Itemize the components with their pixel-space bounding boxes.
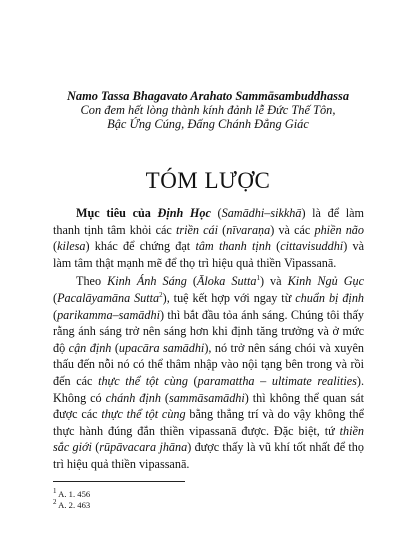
footnote-ref-1[interactable]: 1 — [256, 274, 260, 283]
text-run: ), tuệ kết hợp với ngay từ — [162, 290, 296, 305]
body-text — [53, 205, 364, 475]
text-run: ) thì không thể quan sát được các — [53, 390, 364, 422]
viet-term: thiền sắc giới — [53, 423, 364, 455]
viet-term: cận định — [68, 340, 112, 355]
viet-term: phiền não — [314, 222, 364, 237]
viet-term: chuẩn bị định — [295, 290, 365, 305]
footnote-1 — [53, 489, 253, 500]
pali-term: rūpāvacara jhāna — [99, 440, 188, 455]
pali-term: paramattha – ultimate realities — [197, 373, 357, 388]
pali-term: Āloka Sutta — [196, 274, 257, 289]
text-run: ( — [53, 307, 58, 322]
viet-term: thực thể tột cùng — [98, 373, 188, 388]
text-run: ) và các — [270, 222, 315, 237]
text-run: ), nó trở nên sáng chói và xuyên thấu đến nỗi nó có thể thâm nhập vào nội tạng bên trong và rồi đến các — [53, 340, 364, 388]
footnote-text: A. 2. 463 — [56, 499, 91, 510]
invocation-block — [50, 89, 366, 132]
paragraph-2 — [53, 273, 364, 472]
text-run: ( — [53, 239, 58, 254]
text-run: ) được thấy là vũ khí tốt nhất để thọ trì hiệu quả thiền vipassanā. — [53, 440, 364, 471]
text-run: ( — [270, 239, 281, 254]
vietnamese-invocation-line-2: Bậc Ứng Cúng, Đấng Chánh Đẳng Giác — [107, 117, 309, 132]
text-run: ( — [53, 290, 58, 305]
footnote-divider — [53, 481, 185, 482]
vietnamese-invocation-line-1: Con đem hết lòng thành kính đảnh lễ Đức Thế Tôn, — [80, 103, 336, 118]
text-run: ) và làm tâm thật mạnh mẽ để thọ trì hiệu quả thiền Vipassanā. — [53, 239, 364, 270]
pali-invocation: Namo Tassa Bhagavato Arahato Sammāsambuddhassa — [66, 89, 350, 103]
text-run: ) là để làm thanh tịnh tâm khỏi các — [53, 206, 365, 237]
viet-term: triền cái — [175, 222, 219, 237]
bold-lead: Mục tiêu của — [76, 206, 158, 220]
text-run: ) và — [259, 274, 288, 289]
sutta-title: Kinh Ngủ Gục — [287, 274, 364, 289]
pali-term: nīvaraṇa — [226, 222, 271, 237]
footnote-2 — [53, 497, 253, 511]
paragraph-1 — [53, 205, 364, 271]
pali-term: upacāra samādhi — [118, 340, 205, 355]
pali-term: sammāsamādhi — [168, 390, 245, 405]
text-run: Theo — [76, 274, 108, 289]
text-run: ( — [186, 274, 197, 289]
text-run: ) khác để chứng đạt — [85, 239, 196, 254]
text-run: ). Không có — [53, 373, 365, 405]
viet-term: thực thể tột cùng — [101, 407, 186, 422]
text-run: ( — [91, 440, 100, 455]
pali-term: Samādhi–sikkhā — [221, 206, 302, 220]
pali-term: kilesa — [57, 239, 86, 254]
text-run: ) thì bắt đầu tỏa ánh sáng. Chúng tôi thấy rằng ánh sáng trở nên sáng hơn khi định tăng trưởng và ở mức độ — [53, 307, 364, 355]
footnote-ref-2[interactable]: 2 — [159, 290, 163, 299]
text-run: ( — [160, 390, 169, 405]
text-run: ( — [218, 222, 227, 237]
viet-term: tâm thanh tịnh — [195, 239, 271, 254]
pali-term: Pacalāyamāna Sutta — [57, 290, 160, 305]
pali-term: parikamma–samādhi — [57, 307, 160, 322]
pali-term: cittavisuddhi — [280, 239, 344, 254]
footnote-mark: 1 — [53, 487, 57, 496]
text-run: ( — [187, 373, 198, 388]
sutta-title: Kinh Ánh Sáng — [107, 274, 187, 289]
footnote-text: A. 1. 456 — [56, 489, 91, 499]
text-run: ( — [111, 340, 119, 355]
text-run: bằng thẳng trí và do vậy không thể thực hành đúng đắn thiền vipassanā được. Đặc biệt, tứ — [53, 407, 365, 438]
page-title: TÓM LƯỢC — [145, 168, 271, 193]
text-run: ( — [210, 206, 222, 220]
bold-italic-term: Định Học — [157, 206, 211, 220]
footnote-mark: 2 — [53, 497, 57, 506]
footnotes — [53, 489, 253, 510]
viet-term: chánh định — [105, 390, 161, 405]
